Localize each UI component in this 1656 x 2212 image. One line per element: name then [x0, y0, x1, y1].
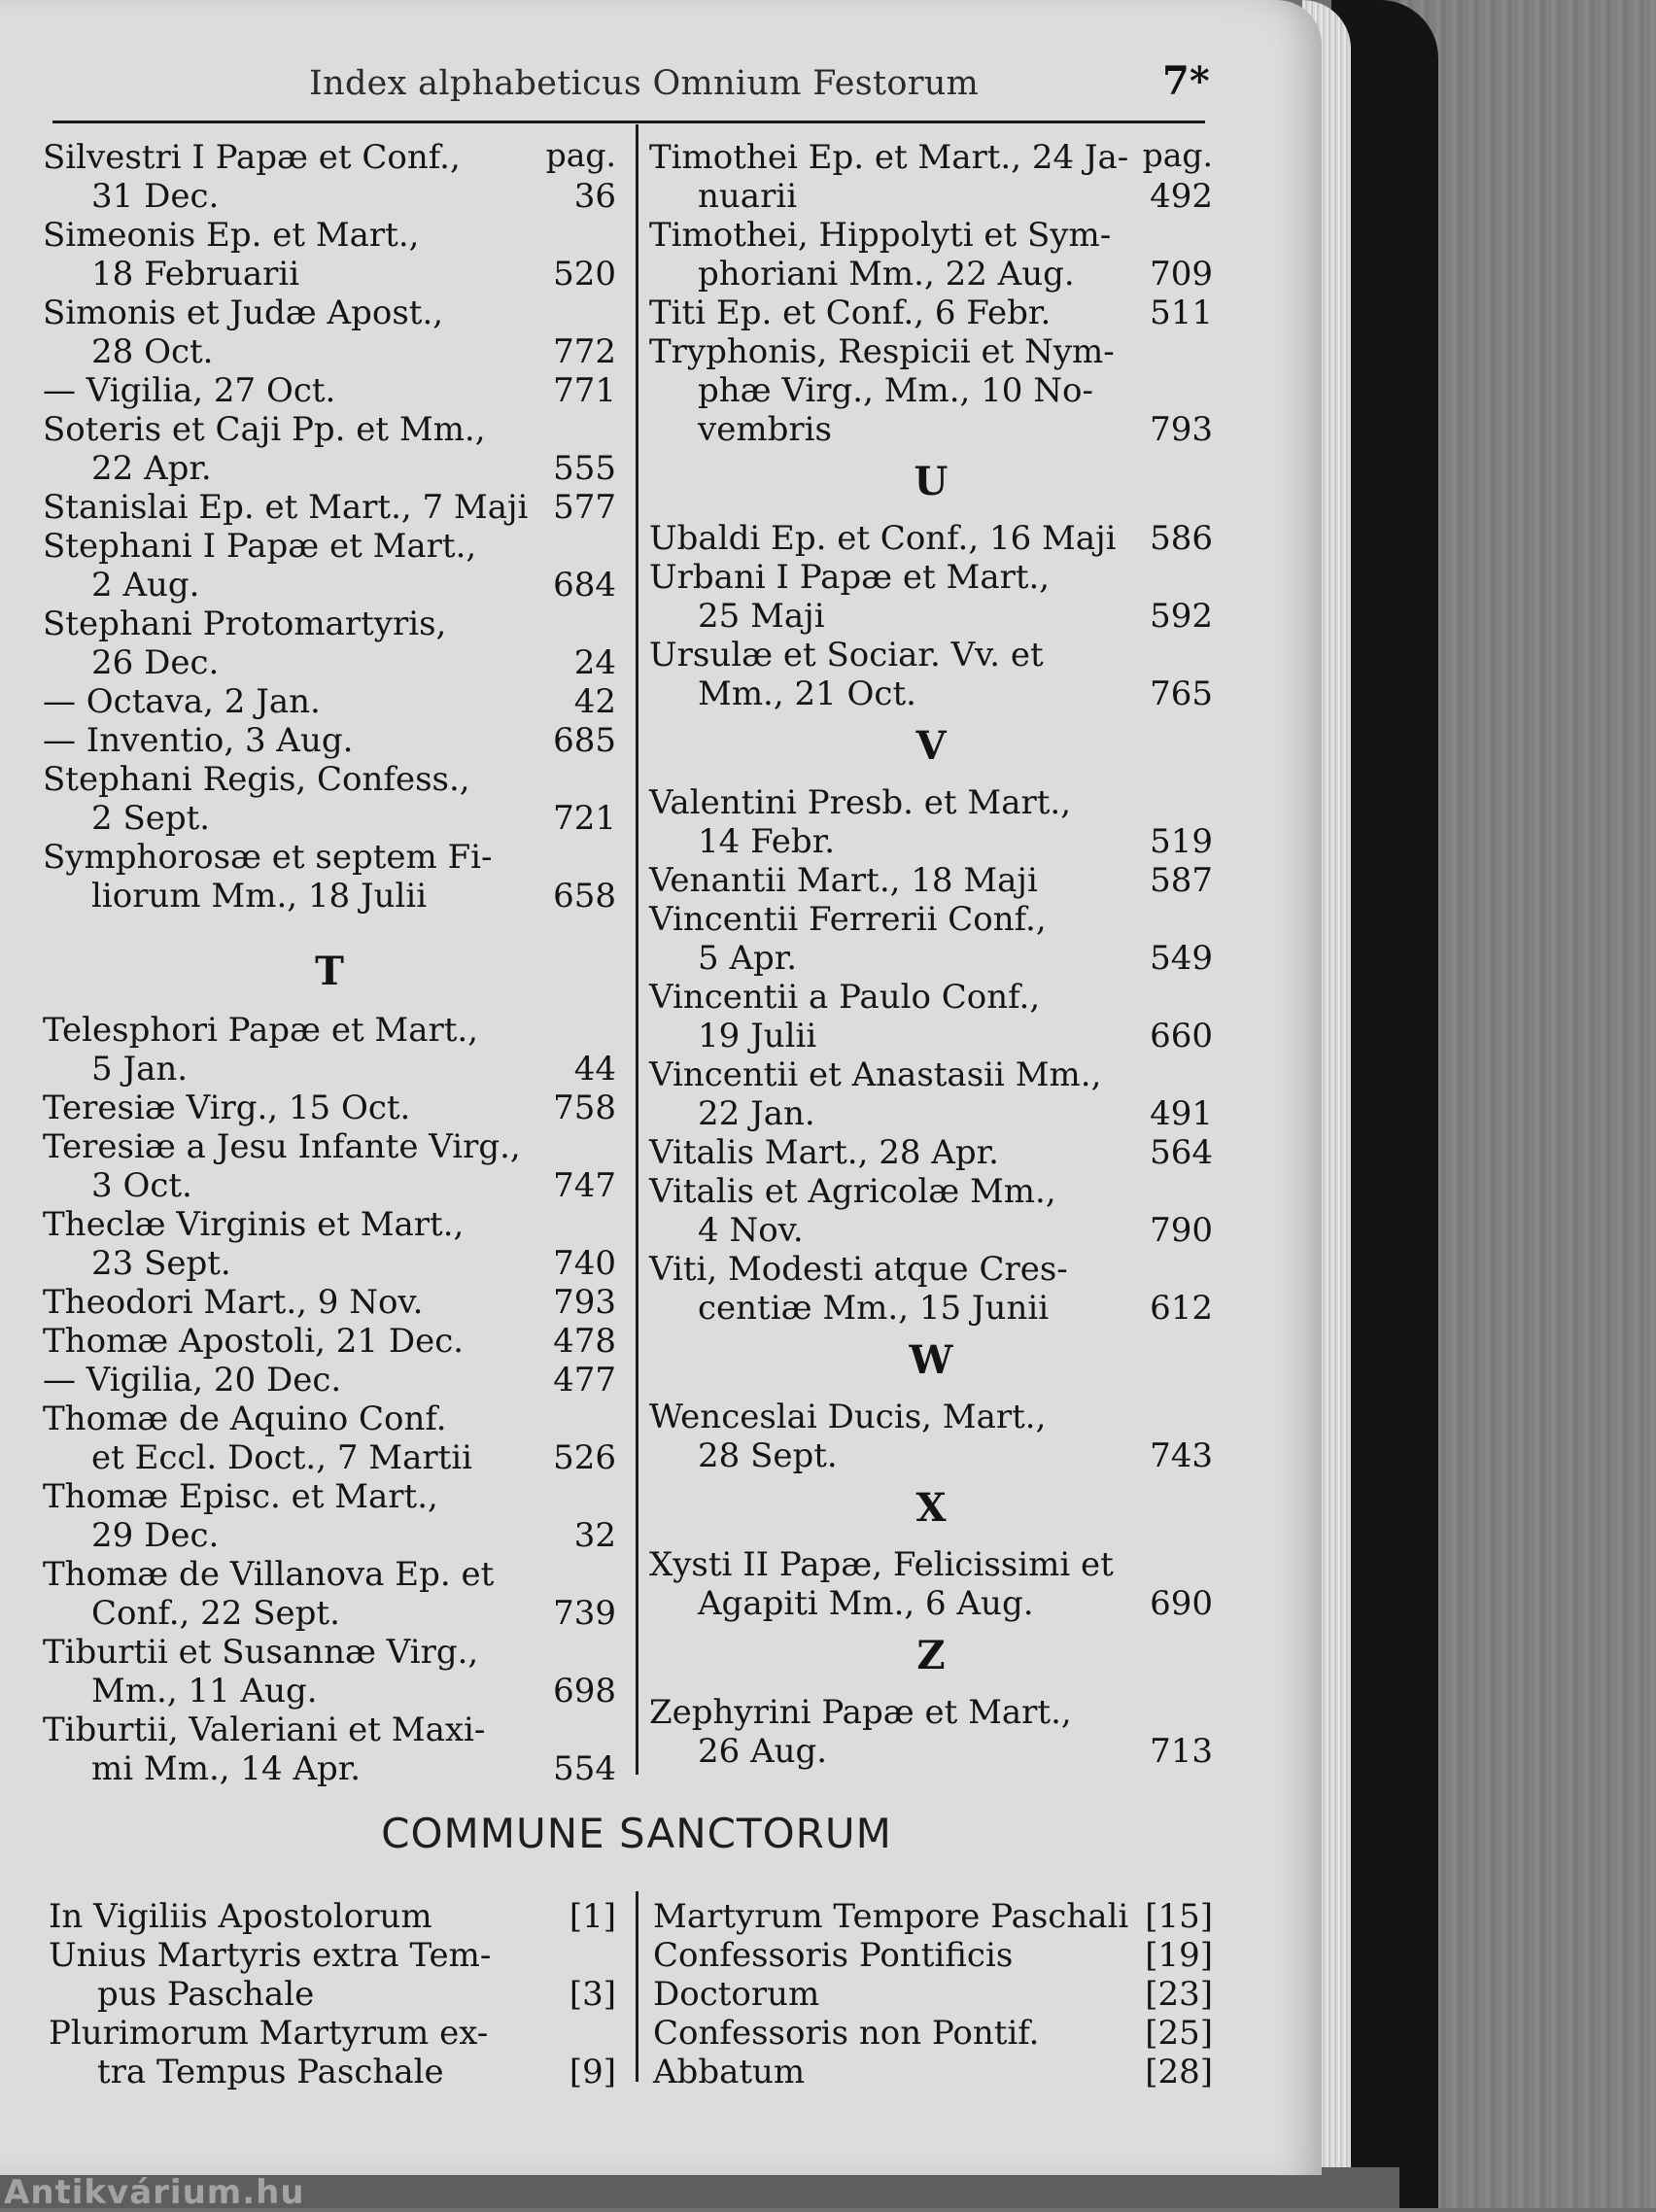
entry-continuation: et Eccl. Doct., 7 Martii — [91, 1438, 473, 1477]
index-entry — [43, 1633, 616, 1711]
entry-title: Urbani I Papæ et Mart., — [649, 558, 1051, 597]
entry-page-number: 587 — [1150, 861, 1213, 900]
entry-continuation: nuarii — [698, 177, 798, 216]
index-entry — [43, 760, 616, 838]
entry-page-number: 658 — [553, 877, 616, 916]
entry-page-number: 564 — [1150, 1133, 1213, 1172]
entry-title: Stephani Regis, Confess., — [43, 760, 470, 799]
index-entry — [43, 1555, 616, 1633]
entry-page-number: [23] — [1145, 1975, 1213, 2014]
entry-continuation: 5 Apr. — [698, 939, 798, 978]
entry-title: Plurimorum Martyrum ex- — [49, 2014, 489, 2053]
column-divider — [636, 124, 638, 1775]
index-entry — [43, 1283, 616, 1322]
entry-page-number: 698 — [553, 1672, 616, 1711]
index-entry — [649, 294, 1213, 332]
entry-page-number: 32 — [573, 1516, 616, 1555]
entry-title: Tiburtii, Valeriani et Maxi- — [43, 1711, 486, 1749]
entry-title: Valentini Presb. et Mart., — [649, 783, 1071, 822]
index-entry — [43, 371, 616, 410]
entry-page-number: 586 — [1150, 519, 1213, 558]
entry-page-number: 555 — [553, 449, 616, 488]
section-letter-w: W — [909, 1337, 953, 1383]
entry-page-number: [3] — [569, 1975, 616, 2014]
index-entry — [653, 2053, 1213, 2091]
entry-page-number: 577 — [553, 488, 616, 527]
index-entry — [43, 1322, 616, 1361]
entry-title: Ursulæ et Sociar. Vv. et — [649, 636, 1044, 674]
index-entry — [43, 294, 616, 371]
header-rule — [52, 121, 1205, 123]
entry-title: Silvestri I Papæ et Conf., — [43, 138, 461, 177]
entries-s — [43, 138, 616, 916]
index-entry — [49, 1897, 616, 1936]
entry-page-number: 478 — [553, 1322, 616, 1361]
entry-title: Symphorosæ et septem Fi- — [43, 838, 493, 877]
entry-continuation: 29 Dec. — [91, 1516, 220, 1555]
entry-title: Abbatum — [653, 2053, 806, 2091]
entry-continuation: 26 Aug. — [698, 1732, 828, 1771]
entry-continuation: 28 Oct. — [91, 332, 214, 371]
index-entry — [653, 2014, 1213, 2053]
index-entry — [649, 1693, 1213, 1771]
entry-page-number: [9] — [569, 2053, 616, 2091]
entry-page-number: 690 — [1150, 1584, 1213, 1623]
entry-page-number: [28] — [1145, 2053, 1213, 2091]
entry-title: Tiburtii et Susannæ Virg., — [43, 1633, 479, 1672]
index-entry — [43, 605, 616, 682]
index-entry — [43, 1127, 616, 1205]
index-entry — [43, 138, 616, 216]
entry-title: Confessoris Pontificis — [653, 1936, 1014, 1975]
entry-page-number: 684 — [553, 566, 616, 605]
entry-continuation: Conf., 22 Sept. — [91, 1594, 340, 1633]
entry-page-number: [1] — [569, 1897, 616, 1936]
entry-title: Ubaldi Ep. et Conf., 16 Maji — [649, 519, 1117, 558]
pag-label-left: pag. — [545, 136, 616, 174]
entry-page-number: 743 — [1150, 1436, 1213, 1475]
entries-v — [649, 783, 1213, 1328]
entry-title: Xysti II Papæ, Felicissimi et — [649, 1545, 1114, 1584]
entry-page-number: 42 — [573, 682, 616, 721]
entry-title: Venantii Mart., 18 Maji — [649, 861, 1038, 900]
entry-continuation: vembris — [698, 410, 832, 449]
index-right-column — [649, 138, 1213, 1771]
entry-title: Confessoris non Pontif. — [653, 2014, 1040, 2053]
entry-page-number: 36 — [573, 177, 616, 216]
index-entry — [649, 1055, 1213, 1133]
index-entry — [43, 1400, 616, 1477]
entry-continuation: 23 Sept. — [91, 1244, 231, 1283]
entry-title: Thomæ de Aquino Conf. — [43, 1400, 447, 1438]
commune-left-column — [49, 1897, 616, 2091]
entry-title: Vincentii et Anastasii Mm., — [649, 1055, 1102, 1094]
index-entry — [43, 1477, 616, 1555]
index-entry — [649, 1172, 1213, 1250]
entry-title: Simonis et Judæ Apost., — [43, 294, 444, 332]
entry-page-number: 790 — [1150, 1211, 1213, 1250]
entry-page-number: 549 — [1150, 939, 1213, 978]
entry-page-number: 44 — [573, 1050, 616, 1089]
entry-page-number: 709 — [1150, 255, 1213, 294]
entry-continuation: Mm., 11 Aug. — [91, 1672, 318, 1711]
index-entry — [43, 410, 616, 488]
index-entry — [43, 682, 616, 721]
section-letter-x: X — [915, 1485, 947, 1531]
entry-page-number: [15] — [1145, 1897, 1213, 1936]
entry-title: Thomæ de Villanova Ep. et — [43, 1555, 495, 1594]
entry-page-number: 793 — [1150, 410, 1213, 449]
entry-title: Tryphonis, Respicii et Nym- — [649, 332, 1115, 371]
entry-title: Doctorum — [653, 1975, 820, 2014]
entry-continuation: 18 Februarii — [91, 255, 300, 294]
index-entry — [649, 216, 1213, 294]
index-entry — [649, 861, 1213, 900]
index-entry — [49, 2014, 616, 2091]
index-entry — [43, 488, 616, 527]
index-entry — [649, 783, 1213, 861]
entry-continuation: liorum Mm., 18 Julii — [91, 877, 428, 916]
entry-continuation: 28 Sept. — [698, 1436, 838, 1475]
index-entry — [649, 1398, 1213, 1475]
entry-title: Simeonis Ep. et Mart., — [43, 216, 420, 255]
entry-page-number: [19] — [1145, 1936, 1213, 1975]
entry-continuation: 19 Julii — [698, 1017, 817, 1055]
entry-continuation: phoriani Mm., 22 Aug. — [698, 255, 1075, 294]
entry-title: Martyrum Tempore Paschali — [653, 1897, 1129, 1936]
index-entry — [649, 1250, 1213, 1328]
running-title: Index alphabeticus Omnium Festorum — [309, 64, 980, 103]
entry-continuation: phæ Virg., Mm., 10 No- — [698, 371, 1093, 410]
entry-page-number: 477 — [553, 1361, 616, 1400]
entry-page-number: 772 — [553, 332, 616, 371]
entry-page-number: 511 — [1150, 294, 1213, 332]
entry-page-number: 740 — [553, 1244, 616, 1283]
index-entry — [649, 1545, 1213, 1623]
entry-page-number: 747 — [553, 1166, 616, 1205]
entry-title: Wenceslai Ducis, Mart., — [649, 1398, 1047, 1436]
entries-t — [43, 1011, 616, 1788]
entry-page-number: 554 — [553, 1749, 616, 1788]
entry-title: Theodori Mart., 9 Nov. — [43, 1283, 424, 1322]
entry-title: — Inventio, 3 Aug. — [43, 721, 354, 760]
entry-title: Thomæ Apostoli, 21 Dec. — [43, 1322, 465, 1361]
index-entry — [43, 1205, 616, 1283]
entry-continuation: 3 Oct. — [91, 1166, 192, 1205]
index-entry — [43, 216, 616, 294]
entry-title: Viti, Modesti atque Cres- — [649, 1250, 1068, 1289]
entry-continuation: 14 Febr. — [698, 822, 836, 861]
entry-continuation: 22 Jan. — [698, 1094, 815, 1133]
index-entry — [649, 138, 1213, 216]
section-letter-u: U — [914, 459, 949, 504]
commune-right-column — [653, 1897, 1213, 2091]
entry-continuation: 22 Apr. — [91, 449, 212, 488]
entry-page-number: 765 — [1150, 674, 1213, 713]
entry-title: — Vigilia, 20 Dec. — [43, 1361, 342, 1400]
entry-continuation: 5 Jan. — [91, 1050, 189, 1089]
entry-title: Unius Martyris extra Tem- — [49, 1936, 492, 1975]
section-letter-v: V — [915, 723, 947, 769]
entry-title: Vincentii Ferrerii Conf., — [649, 900, 1047, 939]
index-entry — [649, 636, 1213, 713]
entry-page-number: 24 — [573, 643, 616, 682]
entry-title: Stanislai Ep. et Mart., 7 Maji — [43, 488, 529, 527]
index-entry — [43, 1361, 616, 1400]
pag-label-right: pag. — [1142, 136, 1213, 174]
entry-title: Stephani Protomartyris, — [43, 605, 447, 643]
index-entry — [649, 978, 1213, 1055]
entry-page-number: [25] — [1145, 2014, 1213, 2053]
entry-title: Thomæ Episc. et Mart., — [43, 1477, 438, 1516]
index-entry — [43, 721, 616, 760]
index-entry — [649, 900, 1213, 978]
index-entry — [649, 332, 1213, 449]
entries-u — [649, 519, 1213, 713]
entry-page-number: 721 — [553, 799, 616, 838]
section-letter-t: T — [315, 949, 344, 994]
entry-continuation: centiæ Mm., 15 Junii — [698, 1289, 1050, 1328]
entry-title: Teresiæ Virg., 15 Oct. — [43, 1089, 411, 1127]
entries-w — [649, 1398, 1213, 1475]
entry-page-number: 492 — [1150, 177, 1213, 216]
entry-title: Stephani I Papæ et Mart., — [43, 527, 477, 566]
entry-page-number: 592 — [1150, 597, 1213, 636]
index-left-column — [43, 138, 616, 1788]
entry-title: Vitalis et Agricolæ Mm., — [649, 1172, 1056, 1211]
entries-z — [649, 1693, 1213, 1771]
entry-continuation: 26 Dec. — [91, 643, 220, 682]
commune-column-divider — [636, 1891, 638, 2082]
index-entry — [43, 1711, 616, 1788]
entry-page-number: 739 — [553, 1594, 616, 1633]
index-entry — [649, 558, 1213, 636]
entry-continuation: 31 Dec. — [91, 177, 220, 216]
entry-title: Zephyrini Papæ et Mart., — [649, 1693, 1072, 1732]
entry-continuation: Mm., 21 Oct. — [698, 674, 916, 713]
entry-page-number: 713 — [1150, 1732, 1213, 1771]
entry-title: Timothei Ep. et Mart., 24 Ja- — [649, 138, 1129, 177]
entry-page-number: 660 — [1150, 1017, 1213, 1055]
entry-title: Vitalis Mart., 28 Apr. — [649, 1133, 999, 1172]
entry-title: Titi Ep. et Conf., 6 Febr. — [649, 294, 1052, 332]
entry-title: Vincentii a Paulo Conf., — [649, 978, 1041, 1017]
entries-x — [649, 1545, 1213, 1623]
index-entry — [43, 527, 616, 605]
entry-page-number: 519 — [1150, 822, 1213, 861]
entries-t-cont — [649, 138, 1213, 449]
entry-title: — Vigilia, 27 Oct. — [43, 371, 336, 410]
entry-page-number: 612 — [1150, 1289, 1213, 1328]
entry-continuation: 2 Sept. — [91, 799, 211, 838]
index-entry — [43, 1089, 616, 1127]
page-number: 7* — [1162, 58, 1210, 104]
entry-continuation: 4 Nov. — [698, 1211, 804, 1250]
entry-continuation: Agapiti Mm., 6 Aug. — [698, 1584, 1034, 1623]
entry-page-number: 520 — [553, 255, 616, 294]
entry-continuation: 25 Maji — [698, 597, 825, 636]
entry-title: Teresiæ a Jesu Infante Virg., — [43, 1127, 521, 1166]
entry-page-number: 771 — [553, 371, 616, 410]
entry-page-number: 758 — [553, 1089, 616, 1127]
index-entry — [653, 1975, 1213, 2014]
index-entry — [49, 1936, 616, 2014]
entry-title: Theclæ Virginis et Mart., — [43, 1205, 465, 1244]
watermark: Antikvárium.hu — [4, 2173, 305, 2212]
entry-page-number: 685 — [553, 721, 616, 760]
index-entry — [653, 1897, 1213, 1936]
entry-title: Soteris et Caji Pp. et Mm., — [43, 410, 486, 449]
commune-sanctorum-heading: COMMUNE SANCTORUM — [381, 1810, 892, 1857]
entry-title: Telesphori Papæ et Mart., — [43, 1011, 479, 1050]
entry-page-number: 491 — [1150, 1094, 1213, 1133]
index-entry — [43, 1011, 616, 1089]
entry-continuation: tra Tempus Paschale — [97, 2053, 444, 2091]
index-entry — [649, 519, 1213, 558]
section-letter-z: Z — [916, 1633, 946, 1678]
index-entry — [43, 838, 616, 916]
index-entry — [649, 1133, 1213, 1172]
entry-page-number: 526 — [553, 1438, 616, 1477]
entry-page-number: 793 — [553, 1283, 616, 1322]
entry-continuation: pus Paschale — [97, 1975, 315, 2014]
entry-continuation: mi Mm., 14 Apr. — [91, 1749, 362, 1788]
entry-title: In Vigiliis Apostolorum — [49, 1897, 432, 1936]
entry-continuation: 2 Aug. — [91, 566, 200, 605]
entry-title: Timothei, Hippolyti et Sym- — [649, 216, 1112, 255]
index-entry — [653, 1936, 1213, 1975]
entry-title: — Octava, 2 Jan. — [43, 682, 321, 721]
